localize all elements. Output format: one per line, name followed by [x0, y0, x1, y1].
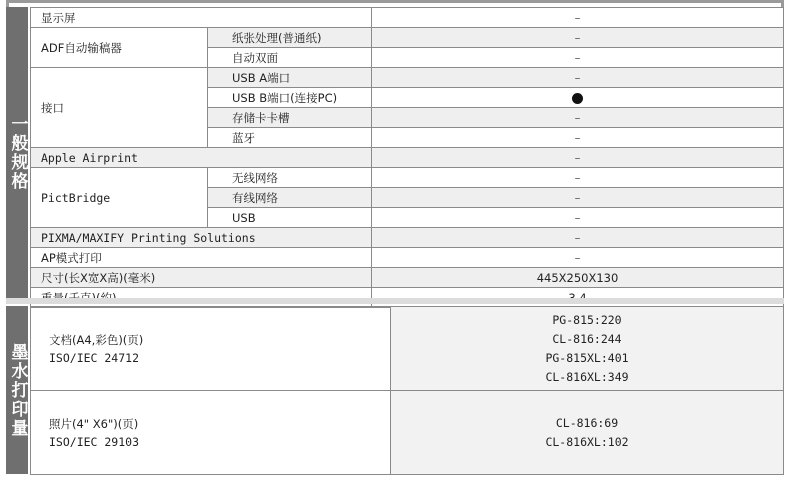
interface-sub-3: 存储卡卡槽 — [208, 108, 372, 128]
document-values-cell — [391, 307, 783, 390]
interface-value-1: – — [372, 68, 784, 88]
pictbridge-label: PictBridge — [31, 168, 208, 228]
photo-label: 照片(4" X6")(页) — [49, 416, 139, 431]
row-adf-1 — [31, 28, 784, 48]
interface-value-3: – — [372, 108, 784, 128]
airprint-value: – — [372, 148, 784, 168]
adf-value-1: – — [372, 28, 784, 48]
section-divider — [6, 298, 784, 304]
interface-sub-4: 蓝牙 — [208, 128, 372, 148]
general-spec-table — [30, 7, 784, 308]
pixma-value: – — [372, 228, 784, 248]
document-value-2: CL-816:244 — [552, 331, 622, 346]
document-label: 文档(A4,彩色)(页) — [49, 332, 144, 347]
document-standard: ISO/IEC 24712 — [49, 350, 140, 365]
ink-section-text: 墨水打印量 — [7, 342, 28, 438]
pictbridge-value-3: – — [372, 208, 784, 228]
row-pictbridge-1 — [31, 168, 784, 188]
ink-row-document — [31, 307, 783, 391]
row-display — [31, 8, 784, 28]
size-value: 445X250X130 — [372, 268, 784, 288]
document-value-1: PG-815:220 — [552, 312, 622, 327]
adf-value-2: – — [372, 48, 784, 68]
top-rule-cap-left — [6, 0, 9, 7]
ink-section-label — [6, 306, 28, 474]
pictbridge-value-1: – — [372, 168, 784, 188]
interface-sub-1: USB A端口 — [208, 68, 372, 88]
ap-mode-value: – — [372, 248, 784, 268]
ink-row-photo — [31, 391, 783, 474]
adf-sub-1: 纸张处理(普通纸) — [208, 28, 372, 48]
photo-values-cell — [391, 391, 783, 474]
ap-mode-label: AP模式打印 — [31, 248, 372, 268]
row-airprint — [31, 148, 784, 168]
photo-standard: ISO/IEC 29103 — [49, 434, 140, 449]
top-rule — [6, 0, 784, 3]
pictbridge-sub-1: 无线网络 — [208, 168, 372, 188]
pictbridge-sub-2: 有线网络 — [208, 188, 372, 208]
pictbridge-sub-3: USB — [208, 208, 372, 228]
supported-dot-icon — [572, 93, 583, 104]
pictbridge-value-2: – — [372, 188, 784, 208]
row-pixma — [31, 228, 784, 248]
ink-yield-table — [30, 306, 784, 475]
row-interface-1 — [31, 68, 784, 88]
interface-value-4: – — [372, 128, 784, 148]
general-section-label — [6, 7, 28, 298]
interface-label: 接口 — [31, 68, 208, 148]
photo-label-cell — [31, 391, 391, 474]
photo-value-1: CL-816:69 — [555, 415, 619, 430]
interface-value-2 — [372, 88, 784, 108]
display-label: 显示屏 — [31, 8, 372, 28]
size-label: 尺寸(长X宽X高)(毫米) — [31, 268, 372, 288]
document-label-cell — [31, 307, 391, 390]
document-value-3: PG-815XL:401 — [545, 350, 629, 365]
adf-label: ADF自动输稿器 — [31, 28, 208, 68]
display-value: – — [372, 8, 784, 28]
row-ap-mode — [31, 248, 784, 268]
general-section-text: 一般规格 — [7, 114, 28, 191]
pixma-label: PIXMA/MAXIFY Printing Solutions — [31, 228, 372, 248]
document-value-4: CL-816XL:349 — [545, 369, 629, 384]
row-size — [31, 268, 784, 288]
adf-sub-2: 自动双面 — [208, 48, 372, 68]
top-rule-cap-right — [781, 0, 784, 7]
interface-sub-2: USB B端口(连接PC) — [208, 88, 372, 108]
photo-value-2: CL-816XL:102 — [545, 434, 629, 449]
airprint-label: Apple Airprint — [31, 148, 372, 168]
